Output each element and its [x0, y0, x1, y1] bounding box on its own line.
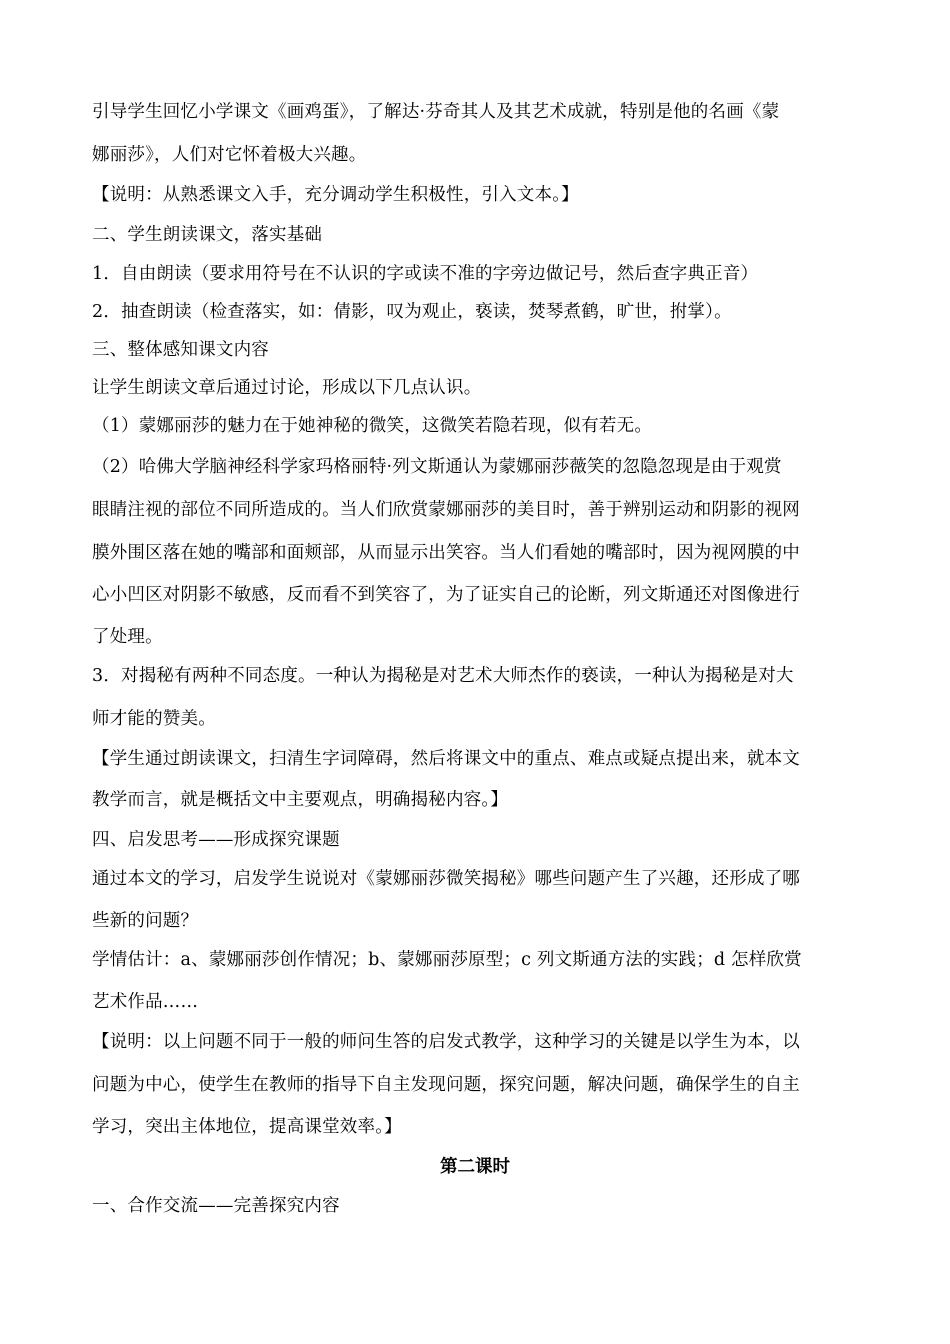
- text-line: 眼睛注视的部位不同所造成的。当人们欣赏蒙娜丽莎的美目时，善于辨别运动和阴影的视网: [92, 500, 800, 520]
- note-line: 教学而言，就是概括文中主要观点，明确揭秘内容。】: [92, 790, 509, 810]
- text-line: 学情估计：a、蒙娜丽莎创作情况；b、蒙娜丽莎原型；c 列文斯通方法的实践；d 怎样欣赏: [92, 950, 802, 970]
- text-line: （2）哈佛大学脑神经科学家玛格丽特·列文斯通认为蒙娜丽莎薇笑的忽隐忽现是由于观赏: [92, 457, 782, 477]
- text-line: 通过本文的学习，启发学生说说对《蒙娜丽莎微笑揭秘》哪些问题产生了兴趣，还形成了哪: [92, 869, 800, 889]
- text-line: 师才能的赞美。: [92, 709, 216, 729]
- text-line: 了处理。: [92, 627, 163, 647]
- section-title: 一、合作交流——完善探究内容: [92, 1196, 340, 1216]
- note-line: 【说明：从熟悉课文入手，充分调动学生积极性，引入文本。】: [92, 185, 579, 205]
- text-line: 2．抽查朗读（检查落实，如：倩影，叹为观止，亵读，焚琴煮鹤，旷世，拊掌）。: [92, 302, 732, 322]
- text-line: 膜外围区落在她的嘴部和面颊部，从而显示出笑容。当人们看她的嘴部时，因为视网膜的中: [92, 543, 800, 563]
- text-line: 艺术作品……: [92, 992, 199, 1012]
- text-line: 娜丽莎》，人们对它怀着极大兴趣。: [92, 145, 367, 165]
- text-line: 1．自由朗读（要求用符号在不认识的字或读不准的字旁边做记号，然后查字典正音）: [92, 264, 759, 284]
- text-line: 引导学生回忆小学课文《画鸡蛋》，了解达·芬奇其人及其艺术成就，特别是他的名画《蒙: [92, 102, 780, 122]
- text-line: 心小凹区对阴影不敏感，反而看不到笑容了，为了证实自己的论断，列文斯通还对图像进行: [92, 585, 800, 605]
- note-line: 学习，突出主体地位，提高课堂效率。】: [92, 1117, 402, 1137]
- text-line: 让学生朗读文章后通过讨论，形成以下几点认识。: [92, 378, 482, 398]
- note-line: 【学生通过朗读课文，扫清生字词障碍，然后将课文中的重点、难点或疑点提出来，就本文: [92, 749, 800, 769]
- section-title: 二、学生朗读课文，落实基础: [92, 225, 323, 245]
- note-line: 问题为中心，使学生在教师的指导下自主发现问题，探究问题，解决问题，确保学生的自主: [92, 1075, 800, 1095]
- text-line: 3．对揭秘有两种不同态度。一种认为揭秘是对艺术大师杰作的亵读，一种认为揭秘是对大: [92, 666, 794, 686]
- text-line: （1）蒙娜丽莎的魅力在于她神秘的微笑，这微笑若隐若现，似有若无。: [92, 416, 653, 436]
- section-title: 三、整体感知课文内容: [92, 340, 269, 360]
- lesson-heading: 第二课时: [440, 1157, 510, 1177]
- section-title: 四、启发思考——形成探究课题: [92, 830, 340, 850]
- note-line: 【说明：以上问题不同于一般的师问生答的启发式教学，这种学习的关键是以学生为本，以: [92, 1032, 800, 1052]
- text-line: 些新的问题？: [92, 911, 199, 931]
